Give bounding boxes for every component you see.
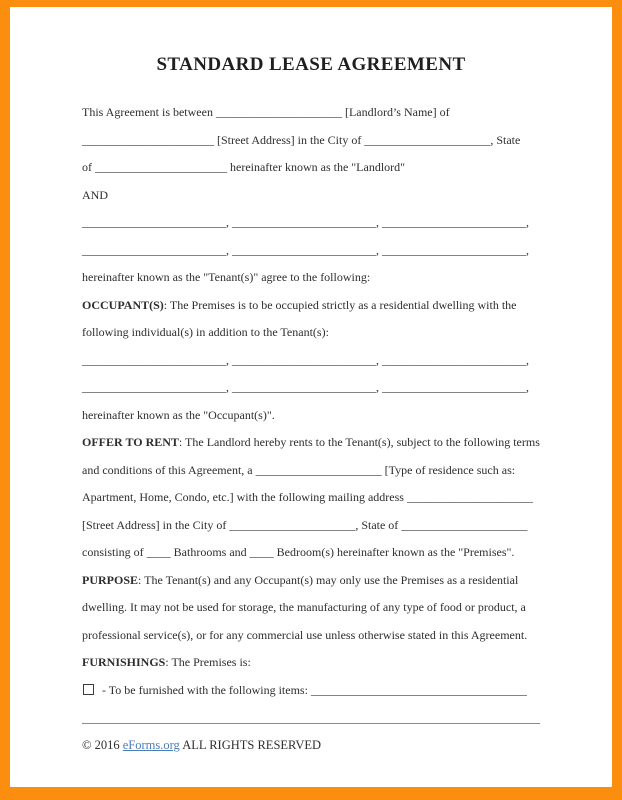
text-run: Bedroom(s) hereinafter known as the "Premises". bbox=[273, 545, 515, 559]
text-run: Bathrooms and bbox=[170, 545, 250, 559]
text-run: [Landlord’s Name] of bbox=[341, 105, 450, 119]
form-line bbox=[82, 264, 540, 292]
occupant-name-blank-2[interactable]: ________________________ bbox=[232, 352, 376, 367]
tenant-name-blank-3[interactable]: ________________________ bbox=[382, 215, 526, 229]
text-run: [Street Address] in the City of bbox=[214, 132, 365, 147]
bathrooms-count-blank[interactable]: ____ bbox=[146, 545, 171, 559]
form-line bbox=[82, 484, 540, 512]
landlord-street-blank[interactable]: ______________________ bbox=[82, 132, 214, 147]
landlord-city-blank[interactable]: _____________________ bbox=[364, 132, 491, 147]
text-run: , State bbox=[490, 132, 521, 147]
form-line bbox=[82, 319, 540, 347]
bedrooms-count-blank[interactable]: ____ bbox=[249, 545, 274, 559]
tenant-name-blank-1[interactable]: ________________________ bbox=[82, 215, 226, 229]
text-run: , State of bbox=[355, 517, 402, 532]
text-run: - To be furnished with the following items: bbox=[99, 682, 311, 697]
text-run: : The Premises is: bbox=[165, 655, 251, 669]
text-run: professional service(s), or for any commercial use unless otherwise stated in this Agreement. bbox=[82, 627, 528, 642]
text-run: and conditions of this Agreement, a bbox=[82, 462, 256, 477]
occupant-name-blank-3[interactable]: ________________________ bbox=[382, 352, 526, 367]
form-line bbox=[82, 127, 540, 155]
eforms-link[interactable]: eForms.org bbox=[122, 737, 180, 752]
form-line bbox=[82, 429, 540, 457]
occupant-name-blank-1[interactable]: ________________________ bbox=[82, 352, 226, 367]
premises-state-blank[interactable]: _____________________ bbox=[401, 517, 528, 532]
text-run: , bbox=[526, 242, 529, 257]
form-line bbox=[82, 594, 540, 622]
tenant-name-blank-6[interactable]: ________________________ bbox=[382, 242, 526, 257]
text-run: , bbox=[226, 352, 232, 367]
text-run: , bbox=[376, 380, 382, 394]
text-run: AND bbox=[82, 187, 108, 202]
form-line bbox=[82, 649, 540, 677]
section-label: FURNISHINGS bbox=[82, 655, 166, 669]
page-content bbox=[10, 7, 612, 759]
copyright-footer bbox=[82, 732, 540, 760]
text-run: : The Tenant(s) and any Occupant(s) may only use the Premises as a residential bbox=[138, 572, 519, 587]
tenant-name-blank-2[interactable]: ________________________ bbox=[232, 215, 376, 229]
text-run: dwelling. It may not be used for storage, the manufacturing of any type of food or product, a bbox=[82, 600, 526, 614]
tenant-name-blank-4[interactable]: ________________________ bbox=[82, 242, 226, 257]
form-line bbox=[82, 457, 540, 485]
form-line bbox=[82, 539, 540, 567]
text-run: following individual(s) in addition to the Tenant(s): bbox=[82, 325, 329, 339]
form-line bbox=[82, 99, 540, 127]
text-run: [Type of residence such as: bbox=[381, 462, 516, 477]
form-line bbox=[82, 182, 540, 210]
text-run: of bbox=[82, 160, 95, 174]
furnished-items-continuation-rule bbox=[82, 704, 540, 732]
text-run: hereinafter known as the "Occupant(s)". bbox=[82, 407, 275, 422]
form-line bbox=[82, 209, 540, 237]
text-run: , bbox=[376, 215, 382, 229]
landlord-state-blank[interactable]: ______________________ bbox=[95, 160, 227, 174]
text-run: Apartment, Home, Condo, etc.] with the following mailing address bbox=[82, 490, 407, 504]
text-run: , bbox=[226, 242, 232, 257]
section-label: OCCUPANT(S) bbox=[82, 297, 164, 312]
text-run: : The Premises is to be occupied strictly as a residential dwelling with the bbox=[163, 297, 517, 312]
text-run: , bbox=[226, 215, 232, 229]
text-run: , bbox=[376, 352, 382, 367]
section-label: PURPOSE bbox=[82, 572, 139, 587]
form-line bbox=[82, 347, 540, 375]
landlord-name-blank[interactable]: _____________________ bbox=[215, 105, 342, 119]
furnished-checkbox[interactable] bbox=[83, 684, 94, 695]
text-run: hereinafter known as the "Tenant(s)" agree to the following: bbox=[82, 270, 371, 284]
rights-text: ALL RIGHTS RESERVED bbox=[179, 737, 322, 752]
page-title: STANDARD LEASE AGREEMENT bbox=[156, 54, 466, 75]
text-run: consisting of bbox=[82, 545, 147, 559]
form-line bbox=[82, 237, 540, 265]
form-line bbox=[82, 567, 540, 595]
form-line bbox=[82, 402, 540, 430]
form-body bbox=[82, 99, 540, 732]
furnished-items-blank[interactable]: ____________________________________ bbox=[310, 682, 527, 697]
form-line bbox=[82, 292, 540, 320]
premises-city-blank[interactable]: _____________________ bbox=[229, 517, 356, 532]
text-run: : The Landlord hereby rents to the Tenant(s), subject to the following terms bbox=[178, 435, 540, 449]
occupant-name-blank-6[interactable]: ________________________ bbox=[382, 380, 526, 394]
occupant-name-blank-5[interactable]: ________________________ bbox=[232, 380, 376, 394]
text-run: , bbox=[226, 380, 232, 394]
form-line bbox=[82, 622, 540, 650]
section-label: OFFER TO RENT bbox=[82, 435, 179, 449]
form-line bbox=[82, 677, 540, 705]
furnished-items-continuation-rule[interactable] bbox=[82, 704, 540, 724]
text-run: , bbox=[526, 380, 529, 394]
text-run: This Agreement is between bbox=[82, 105, 216, 119]
mailing-address-blank[interactable]: _____________________ bbox=[406, 490, 533, 504]
copyright-text: © 2016 bbox=[82, 737, 123, 752]
form-line bbox=[82, 154, 540, 182]
form-line bbox=[82, 512, 540, 540]
form-line bbox=[82, 374, 540, 402]
lease-agreement-page bbox=[10, 7, 612, 787]
occupant-name-blank-4[interactable]: ________________________ bbox=[82, 380, 226, 394]
text-run: hereinafter known as the "Landlord" bbox=[227, 160, 406, 174]
text-run: [Street Address] in the City of bbox=[82, 517, 230, 532]
text-run: , bbox=[526, 352, 529, 367]
tenant-name-blank-5[interactable]: ________________________ bbox=[232, 242, 376, 257]
text-run: , bbox=[526, 215, 529, 229]
text-run: , bbox=[376, 242, 382, 257]
residence-type-blank[interactable]: _____________________ bbox=[255, 462, 382, 477]
